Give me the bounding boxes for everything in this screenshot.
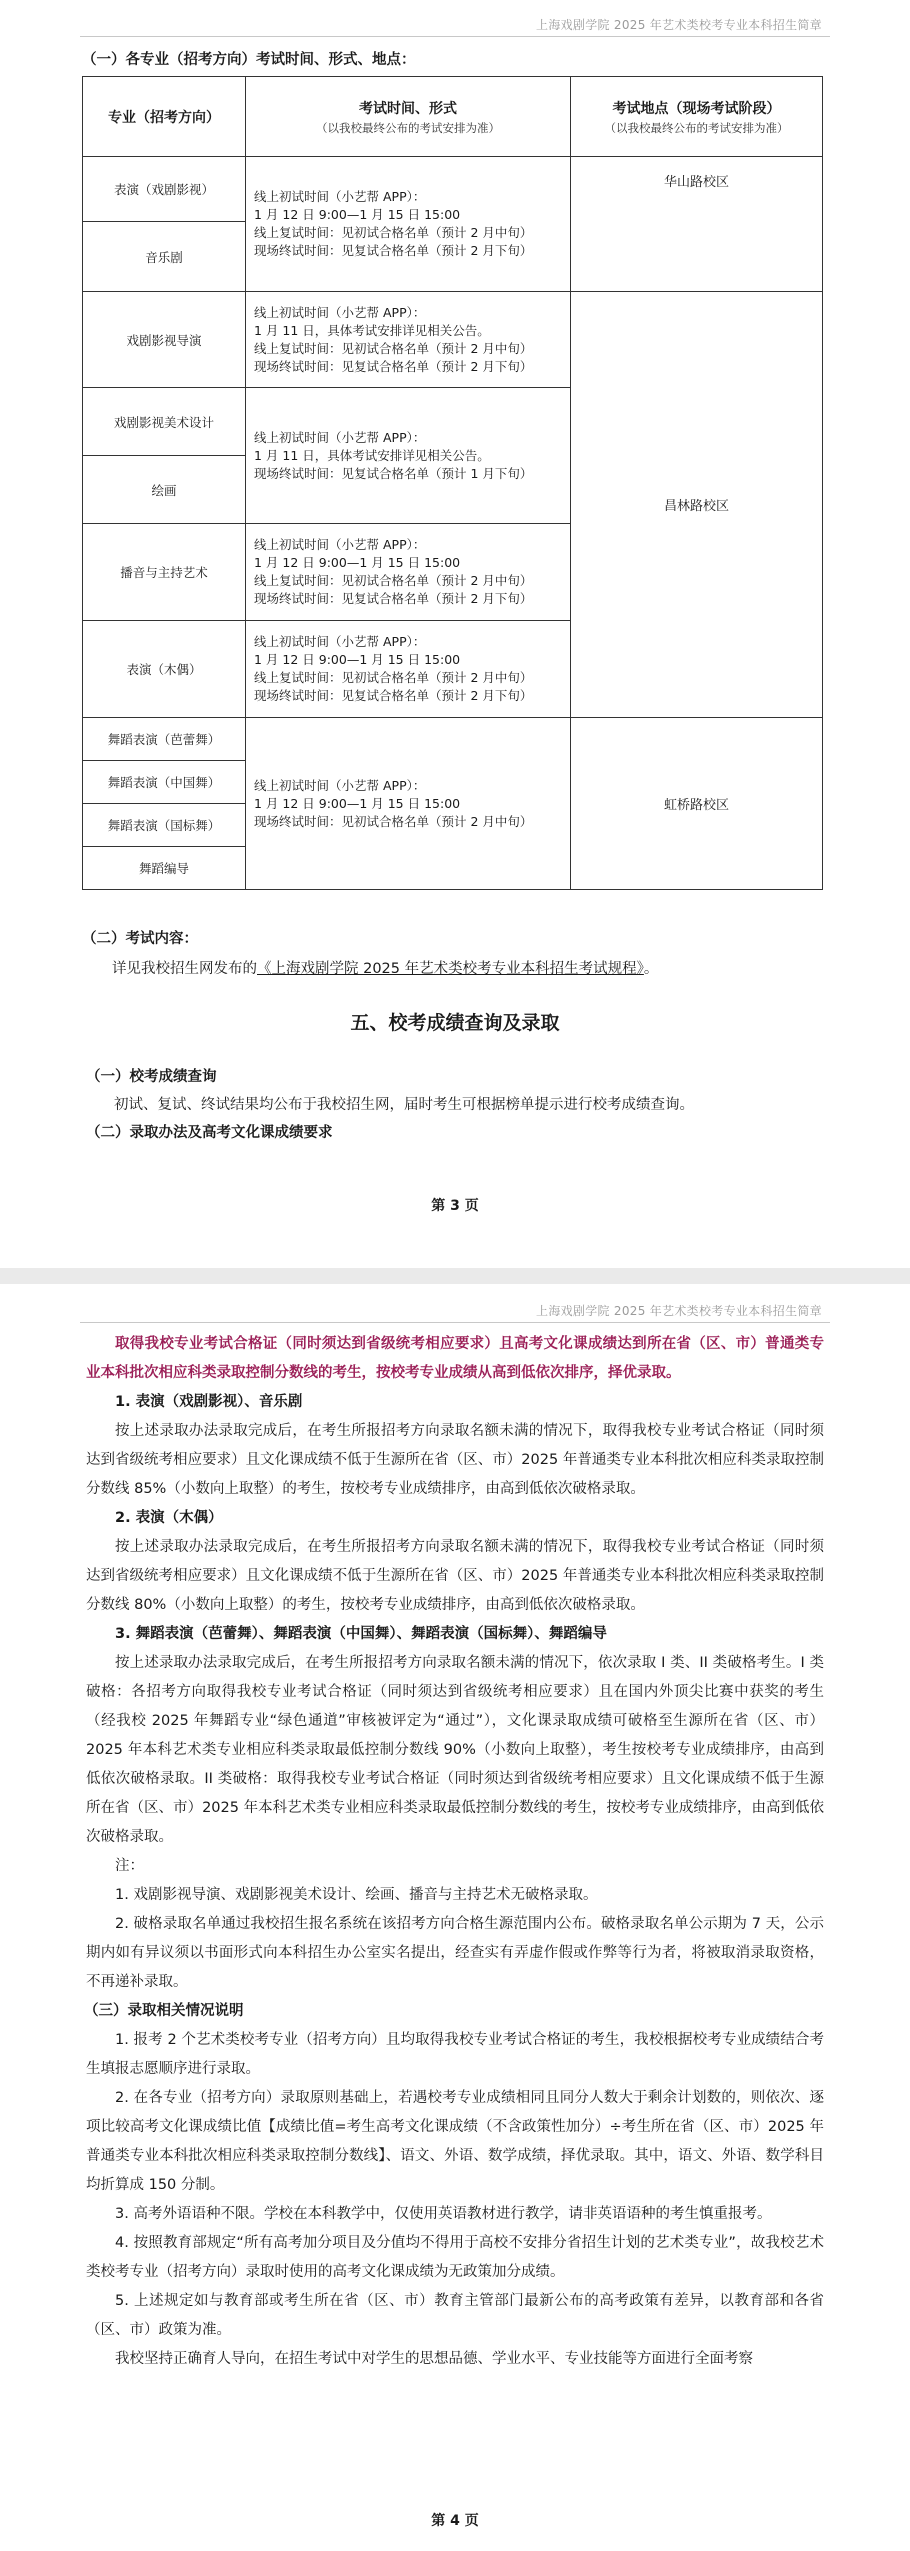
time-line: 1 月 12 日 9:00—1 月 15 日 15:00 [254,795,461,811]
time-line: 线上初试时间（小艺帮 APP）： [254,189,426,204]
time-line: 1 月 12 日 9:00—1 月 15 日 15:00 [254,652,461,667]
table-row [83,292,823,388]
page-number: 第 4 页 [431,2513,479,2529]
time-line: 线上初试时间（小艺帮 APP）： [254,537,426,552]
place-cell: 华山路校区 [571,157,823,292]
major-cell: 表演（戏剧影视） [83,157,246,222]
place-cell: 虹桥路校区 [571,718,823,890]
header-time: 考试时间、形式 （以我校最终公布的考试安排为准） [246,77,571,157]
header-major: 专业（招考方向） [83,77,246,157]
header-divider [80,1322,830,1323]
table-row [83,718,823,761]
time-cell [246,524,571,621]
time-line: 线上初试时间（小艺帮 APP）： [254,429,426,445]
item-2-title: 2. 表演（木偶） [115,1510,223,1526]
item-2-text: 按上述录取办法录取完成后，在考生所报招考方向录取名额未满的情况下，取得我校专业考试合格证（同时须达到省级统考相应要求）且文化课成绩不低于生源所在省（区、市）2025 年普通类专业本科批次相应科类录取控制分数线 80%（小数向上取整）的考生，按校考专业成绩排序，由高到低依次破格录取。 [86,1539,824,1613]
rule-5: 5. 上述规定如与教育部或考生所在省（区、市）教育主管部门最新公布的高考政策有差异，以教育部和各省（区、市）政策为准。 [86,2293,824,2338]
section-title-exam-schedule: （一）各专业（招考方向）考试时间、形式、地点： [82,52,416,68]
header-place: 考试地点（现场考试阶段） （以我校最终公布的考试安排为准） [571,77,823,157]
table-row [83,157,823,222]
time-line: 线上初试时间（小艺帮 APP）： [254,304,426,320]
time-cell [246,292,571,388]
rule-2: 2. 在各专业（招考方向）录取原则基础上，若遇校考专业成绩相同且同分人数大于剩余计划数的，则依次、逐项比较高考文化课成绩比值【成绩比值=考生高考文化课成绩（不含政策性加分）÷考生所在省（区、市）2025 年普通类专业本科批次相应科类录取控制分数线】、语文、外语、数学成绩，择优录取。其中，语文、外语、数学科目均折算成 150 分制。 [86,2090,824,2193]
time-line: 现场终试时间：见复试合格名单（预计 1 月下旬） [254,465,533,481]
time-line: 1 月 12 日 9:00—1 月 15 日 15:00 [254,207,461,222]
subsection-title-admission: （二）录取办法及高考文化课成绩要求 [86,1125,333,1141]
closing-text: 我校坚持正确育人导向，在招生考试中对学生的思想品德、学业水平、专业技能等方面进行全面考察 [115,2351,753,2367]
exam-content-prefix: 详见我校招生网发布的 [112,961,257,977]
rule-3: 3. 高考外语语种不限。学校在本科教学中，仅使用英语教材进行教学，请非英语语种的考生慎重报考。 [115,2206,772,2222]
time-cell [246,157,571,292]
time-line: 1 月 12 日 9:00—1 月 15 日 15:00 [254,555,461,570]
major-cell: 舞蹈表演（国标舞） [83,804,246,847]
major-cell: 戏剧影视美术设计 [83,388,246,456]
page-number: 第 3 页 [431,1198,479,1214]
rule-1: 1. 报考 2 个艺术类校考专业（招考方向）且均取得我校专业考试合格证的考生，我校根据校考专业成绩结合考生填报志愿顺序进行录取。 [86,2032,824,2077]
exam-rules-link[interactable]: 《上海戏剧学院 2025 年艺术类校考专业本科招生考试规程》 [257,961,644,977]
exam-content-suffix: 。 [643,961,659,977]
exam-schedule-table [82,76,823,890]
time-line: 线上复试时间：见初试合格名单（预计 2 月中旬） [254,670,533,685]
time-line: 线上初试时间（小艺帮 APP）： [254,777,426,793]
item-1-title: 1. 表演（戏剧影视）、音乐剧 [115,1394,303,1410]
major-cell: 舞蹈编导 [83,847,246,890]
admission-intro: 取得我校专业考试合格证（同时须达到省级统考相应要求）且高考文化课成绩达到所在省（区、市）普通类专业本科批次相应科类录取控制分数线的考生，按校考专业成绩从高到低依次排序，择优录取。 [86,1336,824,1381]
time-line: 现场终试时间：见复试合格名单（预计 2 月下旬） [254,243,533,258]
subsection-title-score-query: （一）校考成绩查询 [86,1069,217,1085]
time-line: 现场终试时间：见复试合格名单（预计 2 月下旬） [254,358,533,374]
note-2: 2. 破格录取名单通过我校招生报名系统在该招考方向合格生源范围内公布。破格录取名单公示期为 7 天，公示期内如有异议须以书面形式向本科招生办公室实名提出，经查实有弄虚作假或作弊等行为者，将被取消录取资格，不再递补录取。 [86,1916,824,1990]
major-cell: 播音与主持艺术 [83,524,246,621]
major-cell: 舞蹈表演（中国舞） [83,761,246,804]
item-3-title: 3. 舞蹈表演（芭蕾舞）、舞蹈表演（中国舞）、舞蹈表演（国标舞）、舞蹈编导 [115,1626,607,1642]
document-page-3 [0,0,910,1268]
exam-content-text [112,955,658,983]
chapter-title: 五、校考成绩查询及录取 [350,1012,560,1034]
header-divider [80,36,830,37]
rule-4: 4. 按照教育部规定“所有高考加分项目及分值均不得用于高校不安排分省招生计划的艺术类专业”，故我校艺术类校考专业（招考方向）录取时使用的高考文化课成绩为无政策加分成绩。 [86,2235,824,2280]
time-cell [246,718,571,890]
item-3-text: 按上述录取办法录取完成后，在考生所报招考方向录取名额未满的情况下，依次录取 I 类、II 类破格考生。I 类破格：各招考方向取得我校专业考试合格证（同时须达到省级统考相应要求）且在国内外顶尖比赛中获奖的考生（经我校 2025 年舞蹈专业“绿色通道”审核被评定为“通过”），文化课录取成绩可破格至生源所在省（区、市）2025 年本科艺术类专业相应科类录取最低控制分数线 90%（小数向上取整），考生按校考专业成绩排序，由高到低依次破格录取。II 类破格：取得我校专业考试合格证（同时须达到省级统考相应要求）且文化课成绩不低于生源所在省（区、市）2025 年本科艺术类专业相应科类录取最低控制分数线的考生，按校考专业成绩排序，由高到低依次破格录取。 [86,1655,824,1845]
note-label: 注： [115,1858,144,1874]
running-header: 上海戏剧学院 2025 年艺术类校考专业本科招生简章 [536,1304,822,1318]
time-line: 线上复试时间：见初试合格名单（预计 2 月中旬） [254,340,533,356]
time-line: 现场终试时间：见复试合格名单（预计 2 月下旬） [254,688,533,703]
time-line: 线上复试时间：见初试合格名单（预计 2 月中旬） [254,225,533,240]
section-3-title: （三）录取相关情况说明 [84,2003,244,2019]
major-cell: 绘画 [83,456,246,524]
time-line: 1 月 11 日，具体考试安排详见相关公告。 [254,322,490,338]
section-title-exam-content: （二）考试内容： [82,931,198,947]
note-1: 1. 戏剧影视导演、戏剧影视美术设计、绘画、播音与主持艺术无破格录取。 [115,1887,598,1903]
major-cell: 戏剧影视导演 [83,292,246,388]
time-line: 线上复试时间：见初试合格名单（预计 2 月中旬） [254,573,533,588]
time-line: 1 月 11 日，具体考试安排详见相关公告。 [254,447,490,463]
item-1-text: 按上述录取办法录取完成后，在考生所报招考方向录取名额未满的情况下，取得我校专业考试合格证（同时须达到省级统考相应要求）且文化课成绩不低于生源所在省（区、市）2025 年普通类专业本科批次相应科类录取控制分数线 85%（小数向上取整）的考生，按校考专业成绩排序，由高到低依次破格录取。 [86,1423,824,1497]
major-cell: 音乐剧 [83,222,246,292]
page-body [86,1330,824,2374]
major-cell: 舞蹈表演（芭蕾舞） [83,718,246,761]
place-cell: 昌林路校区 [571,292,823,718]
major-cell: 表演（木偶） [83,621,246,718]
time-cell [246,621,571,718]
time-cell [246,388,571,524]
time-line: 现场终试时间：见复试合格名单（预计 2 月下旬） [254,591,533,606]
table-header-row [83,77,823,157]
running-header: 上海戏剧学院 2025 年艺术类校考专业本科招生简章 [536,18,822,32]
time-line: 线上初试时间（小艺帮 APP）： [254,634,426,649]
document-page-4 [0,1284,910,2551]
time-line: 现场终试时间：见初试合格名单（预计 2 月中旬） [254,813,533,829]
score-query-text: 初试、复试、终试结果均公布于我校招生网，届时考生可根据榜单提示进行校考成绩查询。 [114,1097,694,1113]
